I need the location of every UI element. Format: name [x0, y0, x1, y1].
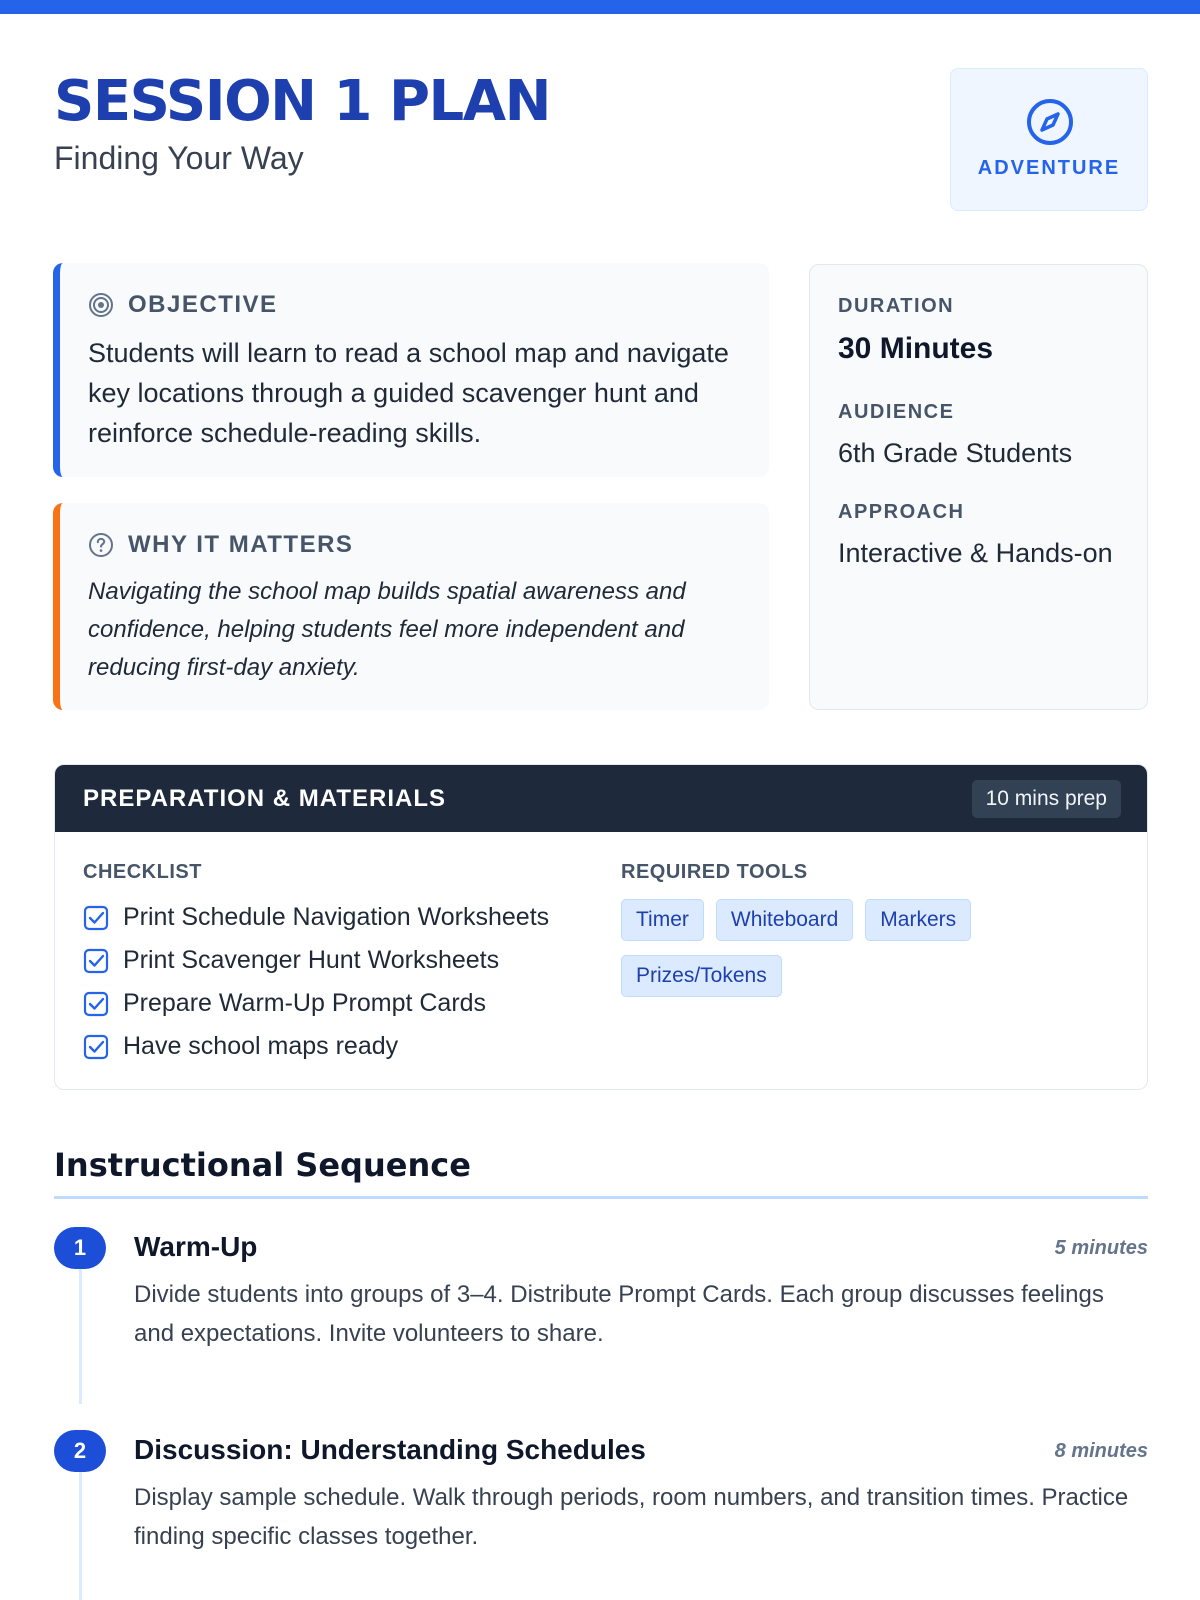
prep-time-badge: 10 mins prep	[972, 780, 1121, 818]
checklist-item-label: Print Scavenger Hunt Worksheets	[123, 946, 500, 974]
objective-card	[53, 263, 769, 477]
checkbox-checked-icon[interactable]	[83, 905, 109, 931]
sequence-title: Instructional Sequence	[54, 1146, 471, 1184]
required-tools-label: REQUIRED TOOLS	[621, 861, 808, 883]
page-header	[54, 66, 1148, 211]
preparation-title: PREPARATION & MATERIALS	[83, 785, 446, 812]
checklist-item[interactable]	[83, 982, 549, 1025]
checkbox-checked-icon[interactable]	[83, 1034, 109, 1060]
sequence-step	[54, 1227, 1148, 1397]
audience-value: 6th Grade Students	[838, 438, 1073, 468]
checkbox-checked-icon[interactable]	[83, 991, 109, 1017]
target-icon	[88, 292, 114, 318]
objective-heading	[88, 291, 278, 319]
tool-tag-prizes: Prizes/Tokens	[621, 955, 782, 997]
compass-icon	[1025, 97, 1075, 147]
top-accent-bar	[0, 0, 1200, 14]
question-circle-icon	[88, 532, 114, 558]
duration-label: DURATION	[838, 295, 955, 317]
checkbox-checked-icon[interactable]	[83, 948, 109, 974]
checklist-item-label: Prepare Warm-Up Prompt Cards	[123, 989, 487, 1017]
checklist-item[interactable]	[83, 939, 549, 982]
checklist-item[interactable]	[83, 896, 549, 939]
why-it-matters-card	[53, 503, 769, 710]
duration-value: 30 Minutes	[838, 332, 994, 365]
checklist-label: CHECKLIST	[83, 861, 202, 883]
why-heading	[88, 531, 353, 559]
objective-label: OBJECTIVE	[128, 291, 278, 318]
preparation-panel	[54, 764, 1148, 1090]
step-name: Discussion: Understanding Schedules	[134, 1434, 646, 1465]
step-number: 2	[54, 1430, 106, 1472]
step-description: Divide students into groups of 3–4. Distribute Prompt Cards. Each group discusses feelings and expectations. Invite volunteers to share.	[134, 1281, 1104, 1347]
theme-badge	[950, 68, 1148, 211]
step-number: 1	[54, 1227, 106, 1269]
approach-value: Interactive & Hands-on	[838, 538, 1113, 568]
session-meta-card	[809, 264, 1148, 710]
preparation-header	[55, 765, 1147, 832]
checklist-item[interactable]	[83, 1025, 549, 1068]
why-label: WHY IT MATTERS	[128, 531, 354, 558]
page-subtitle: Finding Your Way	[54, 140, 304, 176]
step-name: Warm-Up	[134, 1231, 258, 1262]
checklist	[83, 896, 549, 1068]
sequence-divider	[54, 1196, 1148, 1199]
badge-label: ADVENTURE	[977, 157, 1121, 179]
audience-label: AUDIENCE	[838, 401, 955, 423]
checklist-item-label: Have school maps ready	[123, 1032, 399, 1060]
tool-tag-timer: Timer	[621, 899, 704, 941]
objective-text: Students will learn to read a school map and navigate key locations through a guided scavenger hunt and reinforce schedule-reading skills.	[88, 338, 729, 448]
page-title: SESSION 1 PLAN	[54, 69, 550, 134]
approach-label: APPROACH	[838, 501, 965, 523]
required-tools-list	[621, 899, 1041, 1011]
tool-tag-markers: Markers	[865, 899, 971, 941]
step-duration: 8 minutes	[1054, 1440, 1148, 1462]
checklist-item-label: Print Schedule Navigation Worksheets	[123, 903, 550, 931]
tool-tag-whiteboard: Whiteboard	[716, 899, 853, 941]
step-description: Display sample schedule. Walk through periods, room numbers, and transition times. Practice finding specific classes together.	[134, 1484, 1129, 1550]
sequence-step	[54, 1430, 1148, 1600]
step-duration: 5 minutes	[1054, 1237, 1148, 1259]
why-text: Navigating the school map builds spatial awareness and confidence, helping students feel more independent and reducing first-day anxiety.	[88, 578, 686, 681]
